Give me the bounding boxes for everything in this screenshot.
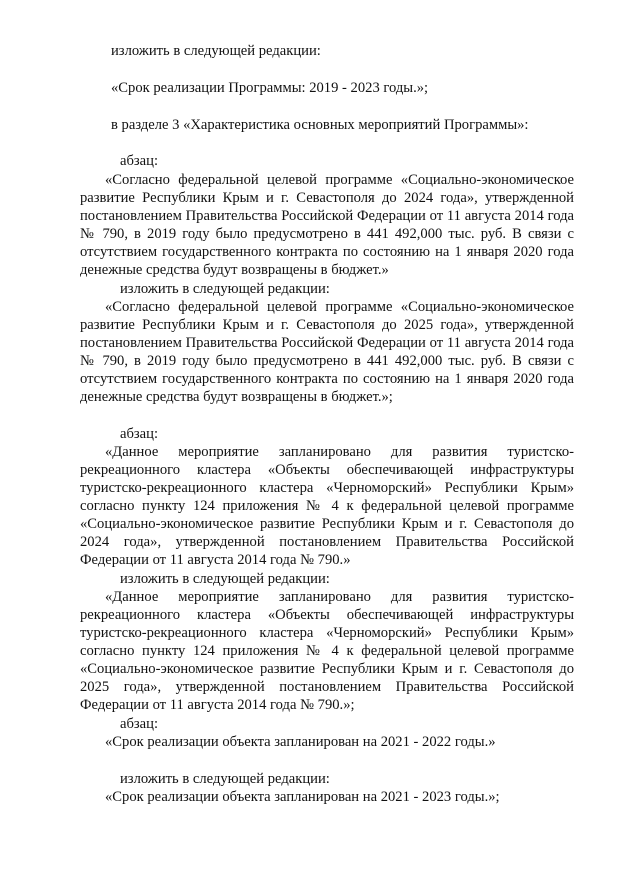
paragraph-label-2: абзац: xyxy=(120,426,159,442)
intro-edit-label-1: изложить в следующей редакции: xyxy=(111,43,321,59)
paragraph-label-3: абзац: xyxy=(120,716,159,732)
edit-label-3: изложить в следующей редакции: xyxy=(120,571,330,587)
old-paragraph-term: «Срок реализации объекта запланирован на 2021 - 2022 годы.» xyxy=(105,734,496,750)
edit-label-4: изложить в следующей редакции: xyxy=(120,771,330,787)
section-3-heading: в разделе 3 «Характеристика основных мероприятий Программы»: xyxy=(111,117,529,133)
old-paragraph-cluster: «Данное мероприятие запланировано для развития туристско-рекреационного кластера «Объекты обеспечивающей инфраструктуры туристско-рекреационного кластера «Черноморский» Республики Крым» согласно пункту 124 приложения № 4 к федеральной целевой программе «Социально-экономическое развитие Республики Крым и г. Севастополя до 2024 года», утвержденной постановлением Правительства Российской Федерации от 11 августа 2014 года № 790.» xyxy=(80,444,574,568)
new-paragraph-cluster: «Данное мероприятие запланировано для развития туристско-рекреационного кластера «Объекты обеспечивающей инфраструктуры туристско-рекреационного кластера «Черноморский» Республики Крым» согласно пункту 124 приложения № 4 к федеральной целевой программе «Социально-экономическое развитие Республики Крым и г. Севастополя до 2025 года», утвержденной постановлением Правительства Российской Федерации от 11 августа 2014 года № 790.»; xyxy=(80,589,574,713)
new-paragraph-funding: «Согласно федеральной целевой программе «Социально-экономическое развитие Республики Крым и г. Севастополя до 2025 года», утвержденной постановлением Правительства Российской Федерации от 11 августа 2014 года № 790, в 2019 году было предусмотрено в 441 492,000 тыс. руб. В связи с отсутствием государственного контракта по состоянию на 1 января 2020 года денежные средства будут возвращены в бюджет.»; xyxy=(80,299,574,405)
paragraph-label-1: абзац: xyxy=(120,153,159,169)
new-paragraph-term: «Срок реализации объекта запланирован на 2021 - 2023 годы.»; xyxy=(105,789,500,805)
edit-label-2: изложить в следующей редакции: xyxy=(120,281,330,297)
old-paragraph-funding: «Согласно федеральной целевой программе «Социально-экономическое развитие Республики Крым и г. Севастополя до 2024 года», утвержденной постановлением Правительства Российской Федерации от 11 августа 2014 года № 790, в 2019 году было предусмотрено в 441 492,000 тыс. руб. В связи с отсутствием государственного контракта по состоянию на 1 января 2020 года денежные средства будут возвращены в бюджет.» xyxy=(80,172,574,278)
program-term-text: «Срок реализации Программы: 2019 - 2023 годы.»; xyxy=(111,80,429,96)
